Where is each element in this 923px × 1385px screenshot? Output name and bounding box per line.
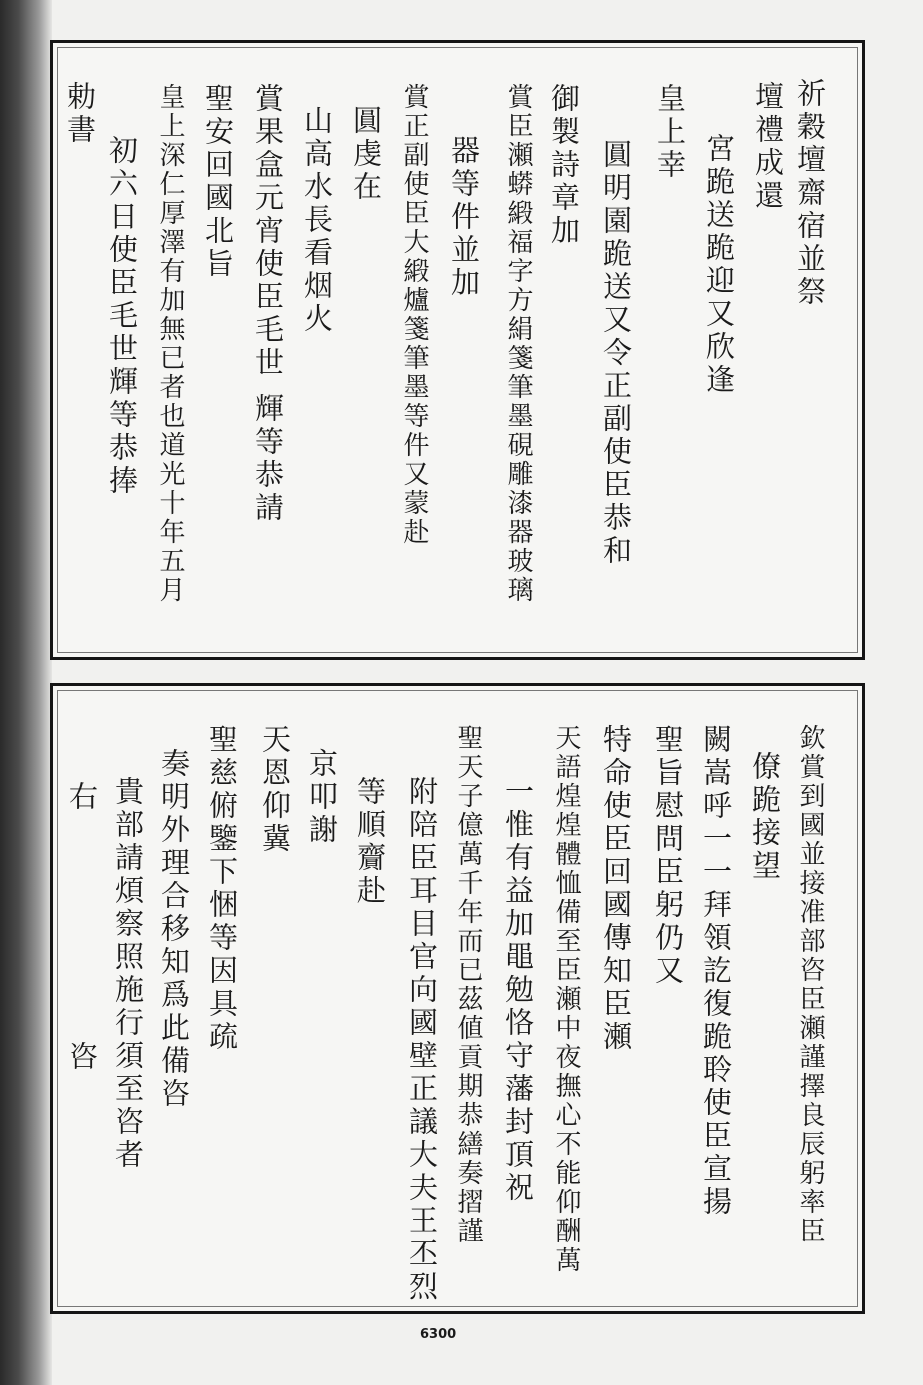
column-text: 僚跪接望	[748, 751, 782, 883]
book-binding-shadow	[0, 0, 52, 1385]
column-text: 京叩謝	[305, 748, 339, 847]
column-text: 聖慈俯鑒下悃等因具疏	[205, 724, 239, 1054]
column-text: 山高水長看烟火	[300, 105, 334, 336]
column-text: 一惟有益加黽勉恪守藩封頂祝	[501, 776, 535, 1205]
column-text: 附陪臣耳目官向國壁正議大夫王丕烈	[405, 776, 439, 1304]
column-text: 等順齎赴	[353, 776, 387, 908]
column-text: 祈穀壇齋宿並祭	[793, 78, 827, 309]
column-text: 圓虔在	[349, 105, 383, 204]
column-text: 聖安回國北旨	[201, 83, 235, 281]
column-text: 壇禮成還	[751, 81, 785, 213]
top-document-panel	[50, 40, 865, 660]
column-text: 奏明外理合移知爲此備咨	[157, 748, 191, 1111]
column-text: 天恩仰冀	[258, 724, 292, 856]
column-text: 聖天子億萬千年而已茲値貢期恭繕奏摺謹	[453, 724, 483, 1246]
column-text: 賞臣瀬蟒緞福字方絹箋筆墨硯雕漆器玻璃	[503, 83, 533, 605]
column-text: 闕嵩呼一一拜領訖復跪聆使臣宣揚	[699, 724, 733, 1219]
column-heading-zi: 咨	[65, 1041, 99, 1074]
bottom-document-panel	[50, 683, 865, 1314]
column-text: 皇上幸	[653, 83, 687, 182]
column-text: 賞果盒元宵使臣毛世 輝等恭請	[251, 83, 285, 526]
column-text: 天語煌煌體恤備至臣瀬中夜撫心不能仰酬萬	[551, 724, 581, 1275]
column-text: 賞正副使臣大緞爐箋筆墨等件又蒙赴	[399, 83, 429, 547]
column-text: 御製詩章加	[547, 83, 581, 248]
column-text: 器等件並加	[447, 135, 481, 300]
column-text: 貴部請煩察照施行須至咨者	[111, 776, 145, 1172]
column-text: 圓明園跪送又令正副使臣恭和	[599, 139, 633, 568]
column-text: 初六日使臣毛世輝等恭捧	[105, 135, 139, 498]
column-heading-you: 右	[65, 781, 99, 814]
column-text: 聖旨慰問臣躬仍又	[651, 724, 685, 988]
column-text: 欽賞到國並接准部咨臣瀬謹擇良辰躬率臣	[795, 724, 825, 1246]
page-number: 6300	[420, 1327, 457, 1342]
column-text: 宮跪送跪迎又欣逢	[702, 133, 736, 397]
column-text: 皇上深仁厚澤有加無已者也道光十年五月	[155, 83, 185, 605]
column-text: 特命使臣回國傳知臣瀬	[599, 724, 633, 1054]
column-heading-chishu: 勅書	[63, 81, 97, 147]
